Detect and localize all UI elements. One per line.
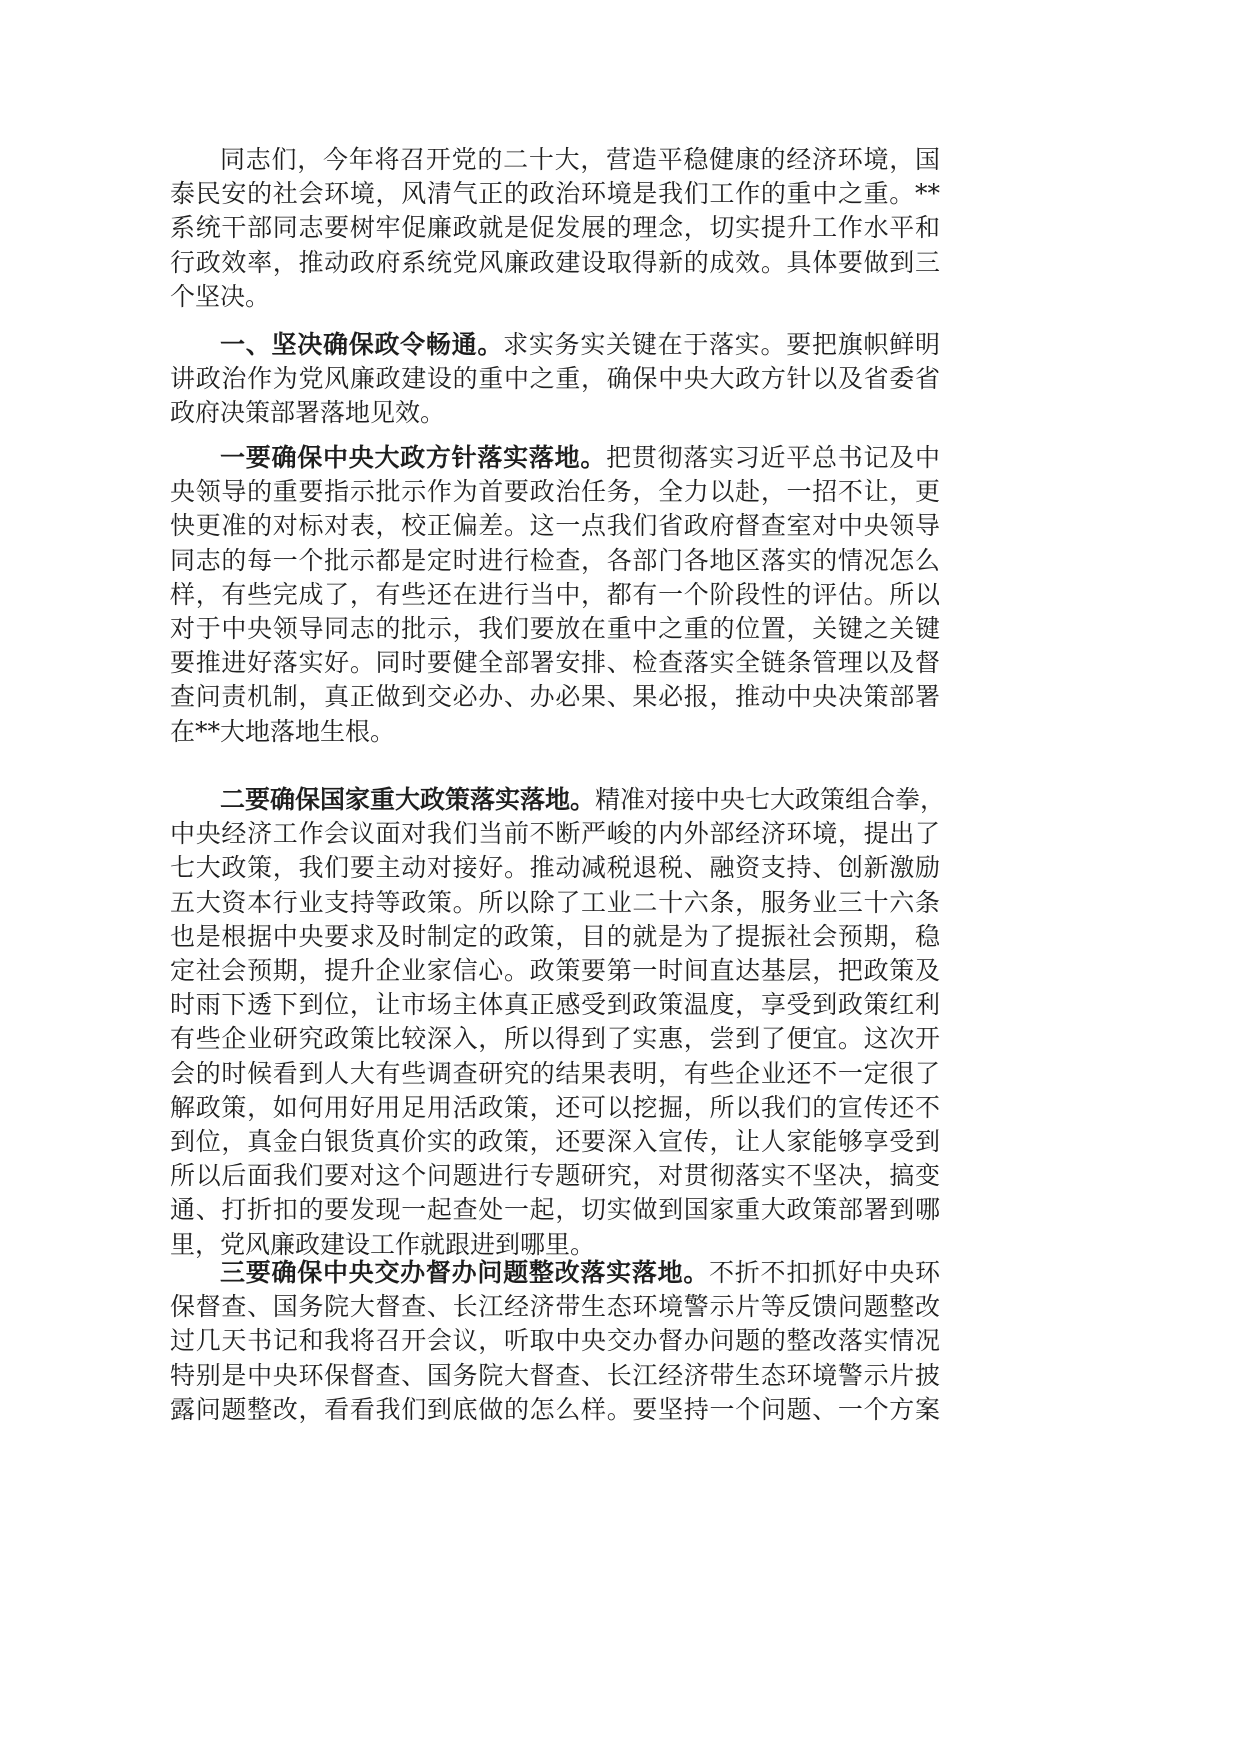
line-text: 对于中央领导同志的批示，我们要放在重中之重的位置，关键之关键 [170,614,940,644]
line-text: 通、打折扣的要发现一起查处一起，切实做到国家重大政策部署到哪 [170,1195,940,1225]
text-line [170,280,940,314]
text-line [170,1091,940,1125]
line-text: 求实务实关键在于落实。要把旗帜鲜明 [503,330,940,359]
line-text: 政府决策部署落地见效。 [170,398,446,428]
line-text: 精准对接中央七大政策组合拳， [595,785,946,814]
section-heading: 三要确保中央交办督办问题整改落实落地。 [220,1258,710,1287]
line-text: 过几天书记和我将召开会议，听取中央交办督办问题的整改落实情况 [170,1326,940,1356]
text-line [170,246,940,280]
line-text: 个坚决。 [170,281,271,311]
line-text: 同志们，今年将召开党的二十大，营造平稳健康的经济环境，国 [220,145,940,174]
text-line [170,1057,940,1091]
line-text: 在**大地落地生根。 [170,716,396,746]
line-text: 行政效率，推动政府系统党风廉政建设取得新的成效。具体要做到三 [170,247,940,277]
paragraph [170,783,946,1262]
text-line [170,1159,940,1193]
text-line [170,441,940,475]
line-text: 中央经济工作会议面对我们当前不断严峻的内外部经济环境，提出了 [170,819,940,849]
text-line [170,817,940,851]
line-text: 到位，真金白银货真价实的政策，还要深入宣传，让人家能够享受到 [170,1127,940,1157]
line-text: 里，党风廉政建设工作就跟进到哪里。 [170,1229,596,1259]
line-text: 系统干部同志要树牢促廉政就是促发展的理念，切实提升工作水平和 [170,213,940,243]
text-line [170,612,940,646]
line-text: 讲政治作为党风廉政建设的重中之重，确保中央大政方针以及省委省 [170,364,940,394]
text-line [170,396,940,430]
text-line [170,362,940,396]
line-text: 也是根据中央要求及时制定的政策，目的就是为了提振社会预期，稳 [170,921,940,951]
line-text: 央领导的重要指示批示作为首要政治任务，全力以赴，一招不让，更 [170,477,940,507]
line-text: 所以后面我们要对这个问题进行专题研究，对贯彻落实不坚决，搞变 [170,1161,940,1191]
line-text: 会的时候看到人大有些调查研究的结果表明，有些企业还不一定很了 [170,1058,940,1088]
text-line [170,328,940,362]
paragraph [170,143,940,314]
line-text: 保督查、国务院大督查、长江经济带生态环境警示片等反馈问题整改 [170,1292,940,1322]
line-text: 解政策，如何用好用足用活政策，还可以挖掘，所以我们的宣传还不 [170,1092,940,1122]
line-text: 五大资本行业支持等政策。所以除了工业二十六条，服务业三十六条 [170,887,940,917]
line-text: 七大政策，我们要主动对接好。推动减税退税、融资支持、创新激励 [170,853,940,883]
line-text: 时雨下透下到位，让市场主体真正感受到政策温度，享受到政策红利 [170,990,940,1020]
text-line [170,920,940,954]
line-text: 泰民安的社会环境，风清气正的政治环境是我们工作的重中之重。** [170,179,940,209]
text-line [170,578,940,612]
line-text: 查问责机制，真正做到交必办、办必果、果必报，推动中央决策部署 [170,682,940,712]
text-line [170,988,940,1022]
line-text: 定社会预期，提升企业家信心。政策要第一时间直达基层，把政策及 [170,956,940,986]
text-line [170,475,940,509]
line-text: 快更准的对标对表，校正偏差。这一点我们省政府督查室对中央领导 [170,511,940,541]
text-line [170,509,940,543]
text-line [170,680,940,714]
paragraph [170,441,940,749]
text-line [170,646,940,680]
text-line [170,143,940,177]
text-line [170,715,940,749]
section-heading: 一要确保中央大政方针落实落地。 [220,443,607,472]
section-heading: 一、坚决确保政令畅通。 [220,330,504,359]
text-line [170,177,940,211]
line-text: 要推进好落实好。同时要健全部署安排、检查落实全链条管理以及督 [170,648,940,678]
text-line [170,1290,940,1324]
text-line [170,1324,940,1358]
text-line [170,1359,940,1393]
line-text: 露问题整改，看看我们到底做的怎么样。要坚持一个问题、一个方案 [170,1394,940,1424]
text-line [170,1125,940,1159]
line-text: 有些企业研究政策比较深入，所以得到了实惠，尝到了便宜。这次开 [170,1024,940,1054]
paragraph [170,1256,940,1427]
text-line [170,544,940,578]
line-text: 特别是中央环保督查、国务院大督查、长江经济带生态环境警示片披 [170,1360,940,1390]
line-text: 不折不扣抓好中央环 [709,1258,940,1287]
text-line [170,1393,940,1427]
text-line [170,886,940,920]
section-heading: 二要确保国家重大政策落实落地。 [220,785,596,814]
line-text: 把贯彻落实习近平总书记及中 [606,443,940,472]
text-line [170,783,946,817]
text-line [170,1193,940,1227]
text-line [170,1256,940,1290]
text-line [170,851,940,885]
text-line [170,211,940,245]
text-line [170,1022,940,1056]
line-text: 样，有些完成了，有些还在进行当中，都有一个阶段性的评估。所以 [170,579,940,609]
text-line [170,954,940,988]
paragraph [170,328,940,431]
line-text: 同志的每一个批示都是定时进行检查，各部门各地区落实的情况怎么 [170,545,940,575]
